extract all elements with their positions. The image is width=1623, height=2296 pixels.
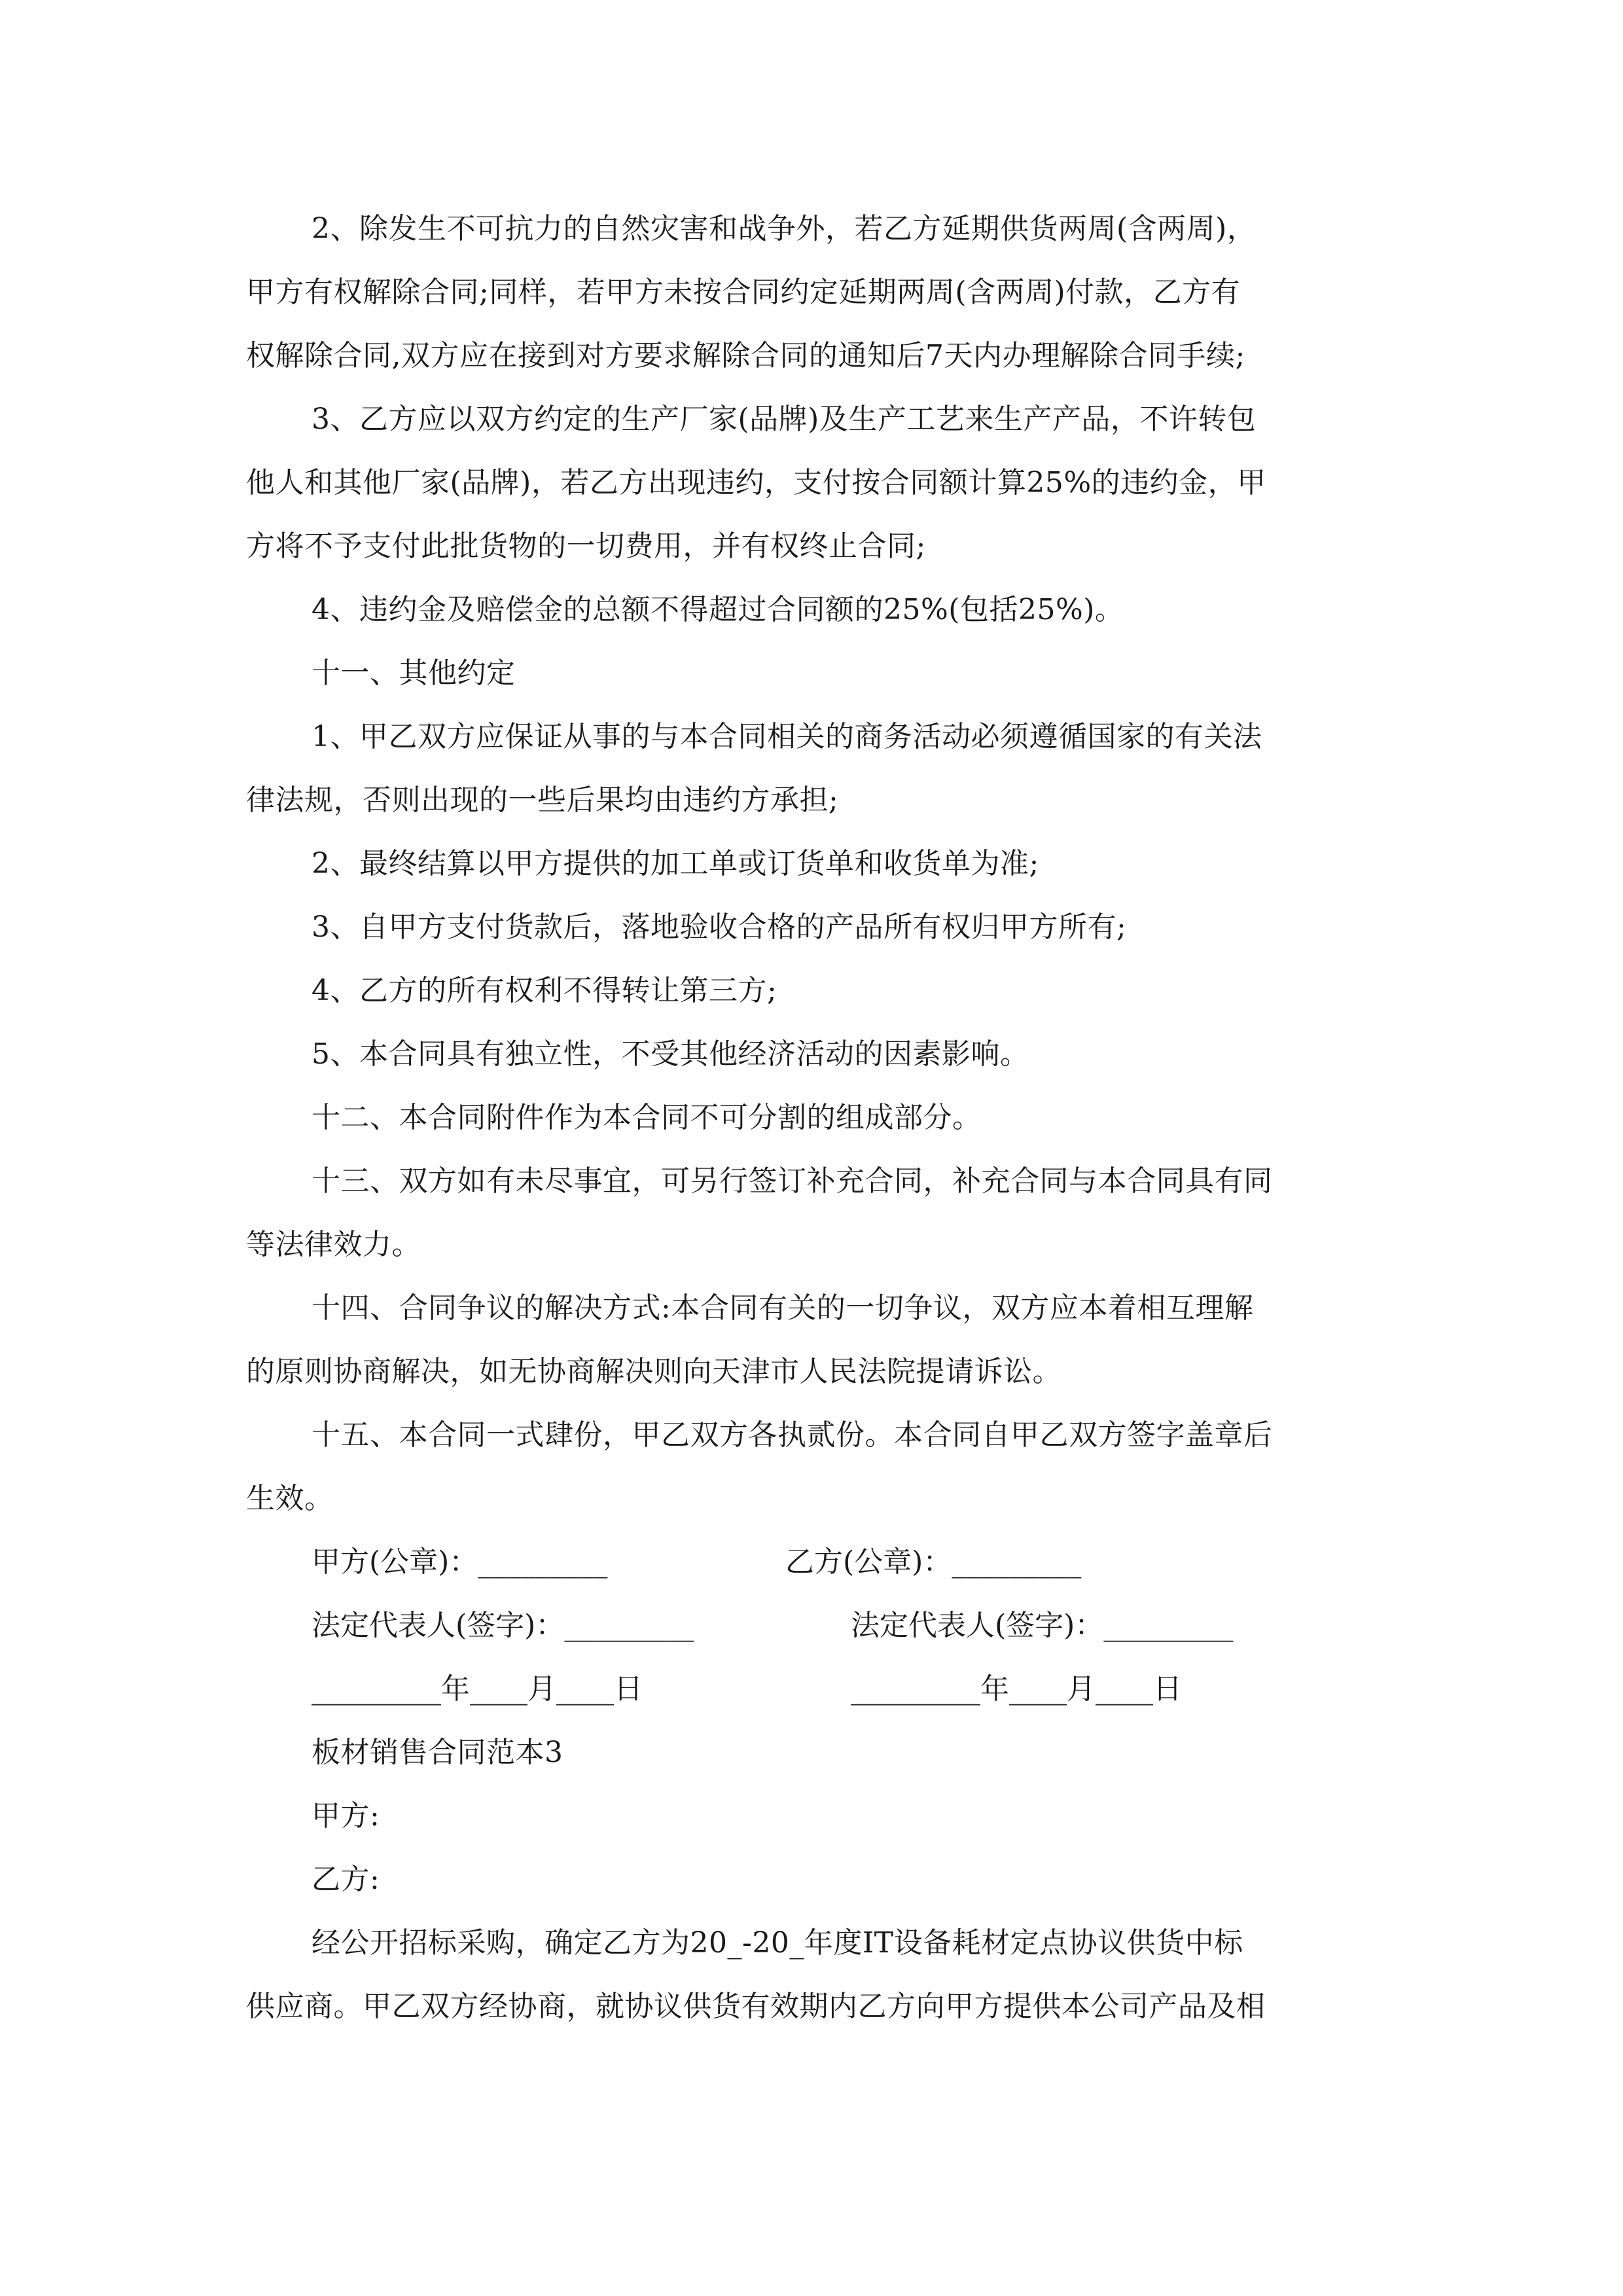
party-b-seal-field: 乙方(公章)：_________ [785,1545,1082,1579]
section-13-line-2: 等法律效力。 [246,1228,421,1261]
clause-11-2: 2、最终结算以甲方提供的加工单或订货单和收货单为准; [312,847,1039,880]
section-12: 十二、本合同附件作为本合同不可分割的组成部分。 [312,1101,982,1134]
party-b-representative-field: 法定代表人(签字)：_________ [851,1609,1234,1642]
clause-11-1-line-1: 1、甲乙双方应保证从事的与本合同相关的商务活动必须遵循国家的有关法 [312,720,1262,753]
section-14-line-2: 的原则协商解决，如无协商解决则向天津市人民法院提请诉讼。 [246,1355,1061,1388]
clause-10-3-line-1: 3、乙方应以双方约定的生产厂家(品牌)及生产工艺来生产产品，不许转包 [312,403,1257,436]
clause-11-5: 5、本合同具有独立性，不受其他经济活动的因素影响。 [312,1037,1029,1071]
party-a-representative-field: 法定代表人(签字)：_________ [312,1609,694,1642]
clause-11-4: 4、乙方的所有权利不得转让第三方; [312,974,777,1007]
party-b-date-field: _________年____月____日 [851,1672,1182,1706]
section-14-line-1: 十四、合同争议的解决方式:本合同有关的一切争议，双方应本着相互理解 [312,1291,1254,1325]
clause-10-3-line-3: 方将不予支付此批货物的一切费用，并有权终止合同; [246,529,926,563]
clause-10-2-line-2: 甲方有权解除合同;同样，若甲方未按合同约定延期两周(含两周)付款，乙方有 [246,276,1241,309]
contract-template-3-title: 板材销售合同范本3 [312,1736,563,1769]
party-a-date-field: _________年____月____日 [312,1672,643,1706]
section-11-heading: 十一、其他约定 [312,656,516,690]
clause-10-3-line-2: 他人和其他厂家(品牌)，若乙方出现违约，支付按合同额计算25%的违约金，甲 [246,466,1266,499]
preamble-line-1: 经公开招标采购，确定乙方为20_-20_年度IT设备耗材定点协议供货中标 [312,1926,1243,1960]
clause-11-3: 3、自甲方支付货款后，落地验收合格的产品所有权归甲方所有; [312,910,1127,944]
party-a-label: 甲方: [312,1799,380,1833]
section-13-line-1: 十三、双方如有未尽事宜，可另行签订补充合同，补充合同与本合同具有同 [312,1164,1273,1198]
clause-10-4: 4、违约金及赔偿金的总额不得超过合同额的25%(包括25%)。 [312,593,1124,626]
party-a-seal-field: 甲方(公章)：_________ [312,1545,608,1579]
clause-11-1-line-2: 律法规，否则出现的一些后果均由违约方承担; [246,783,839,817]
party-b-label: 乙方: [312,1863,380,1896]
clause-10-2-line-3: 权解除合同,双方应在接到对方要求解除合同的通知后7天内办理解除合同手续; [246,339,1245,372]
section-15-line-2: 生效。 [246,1482,334,1515]
preamble-line-2: 供应商。甲乙双方经协商，就协议供货有效期内乙方向甲方提供本公司产品及相 [246,1990,1266,2023]
section-15-line-1: 十五、本合同一式肆份，甲乙双方各执贰份。本合同自甲乙双方签字盖章后 [312,1418,1273,1452]
clause-10-2-line-1: 2、除发生不可抗力的自然灾害和战争外，若乙方延期供货两周(含两周)， [312,212,1257,245]
